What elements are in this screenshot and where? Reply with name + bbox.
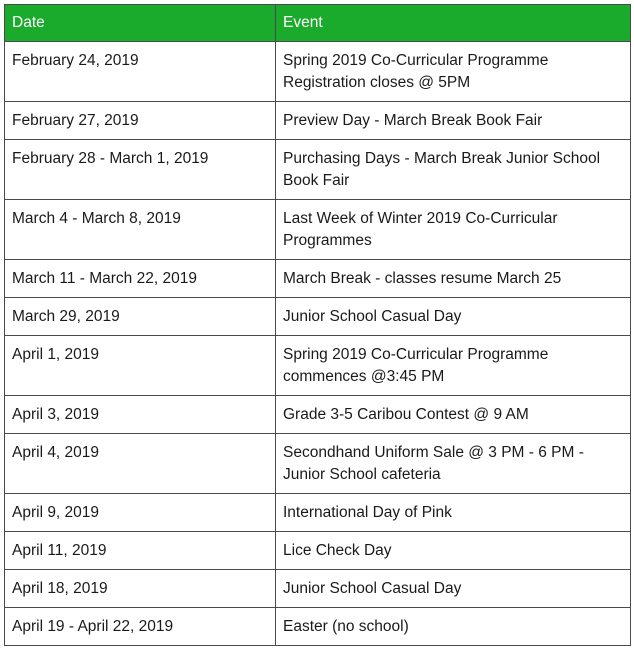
event-cell: March Break - classes resume March 25 xyxy=(276,260,631,298)
table-header xyxy=(5,5,631,42)
header-event: Event xyxy=(276,5,631,42)
table-row xyxy=(5,434,631,494)
events-table-container xyxy=(4,4,631,646)
event-cell: Spring 2019 Co-Curricular Programme commences @3:45 PM xyxy=(276,336,631,396)
table-row xyxy=(5,608,631,646)
event-cell: Preview Day - March Break Book Fair xyxy=(276,102,631,140)
date-cell: February 28 - March 1, 2019 xyxy=(5,140,276,200)
table-row xyxy=(5,42,631,102)
header-row xyxy=(5,5,631,42)
table-row xyxy=(5,494,631,532)
table-row xyxy=(5,200,631,260)
event-cell: Secondhand Uniform Sale @ 3 PM - 6 PM -Junior School cafeteria xyxy=(276,434,631,494)
event-cell: Grade 3-5 Caribou Contest @ 9 AM xyxy=(276,396,631,434)
date-cell: April 11, 2019 xyxy=(5,532,276,570)
date-cell: April 3, 2019 xyxy=(5,396,276,434)
date-cell: March 11 - March 22, 2019 xyxy=(5,260,276,298)
table-row xyxy=(5,140,631,200)
table-row xyxy=(5,298,631,336)
table-body xyxy=(5,42,631,646)
event-cell: Junior School Casual Day xyxy=(276,298,631,336)
event-cell: Last Week of Winter 2019 Co-Curricular Programmes xyxy=(276,200,631,260)
header-date: Date xyxy=(5,5,276,42)
date-cell: April 18, 2019 xyxy=(5,570,276,608)
date-cell: April 4, 2019 xyxy=(5,434,276,494)
date-cell: March 29, 2019 xyxy=(5,298,276,336)
event-cell: Easter (no school) xyxy=(276,608,631,646)
event-cell: Purchasing Days - March Break Junior School Book Fair xyxy=(276,140,631,200)
events-table xyxy=(4,4,631,646)
date-cell: April 1, 2019 xyxy=(5,336,276,396)
date-cell: April 19 - April 22, 2019 xyxy=(5,608,276,646)
date-cell: April 9, 2019 xyxy=(5,494,276,532)
date-cell: February 24, 2019 xyxy=(5,42,276,102)
table-row xyxy=(5,260,631,298)
table-row xyxy=(5,396,631,434)
event-cell: Junior School Casual Day xyxy=(276,570,631,608)
date-cell: March 4 - March 8, 2019 xyxy=(5,200,276,260)
table-row xyxy=(5,532,631,570)
table-row xyxy=(5,570,631,608)
event-cell: Spring 2019 Co-Curricular Programme Registration closes @ 5PM xyxy=(276,42,631,102)
table-row xyxy=(5,102,631,140)
date-cell: February 27, 2019 xyxy=(5,102,276,140)
table-row xyxy=(5,336,631,396)
event-cell: International Day of Pink xyxy=(276,494,631,532)
event-cell: Lice Check Day xyxy=(276,532,631,570)
